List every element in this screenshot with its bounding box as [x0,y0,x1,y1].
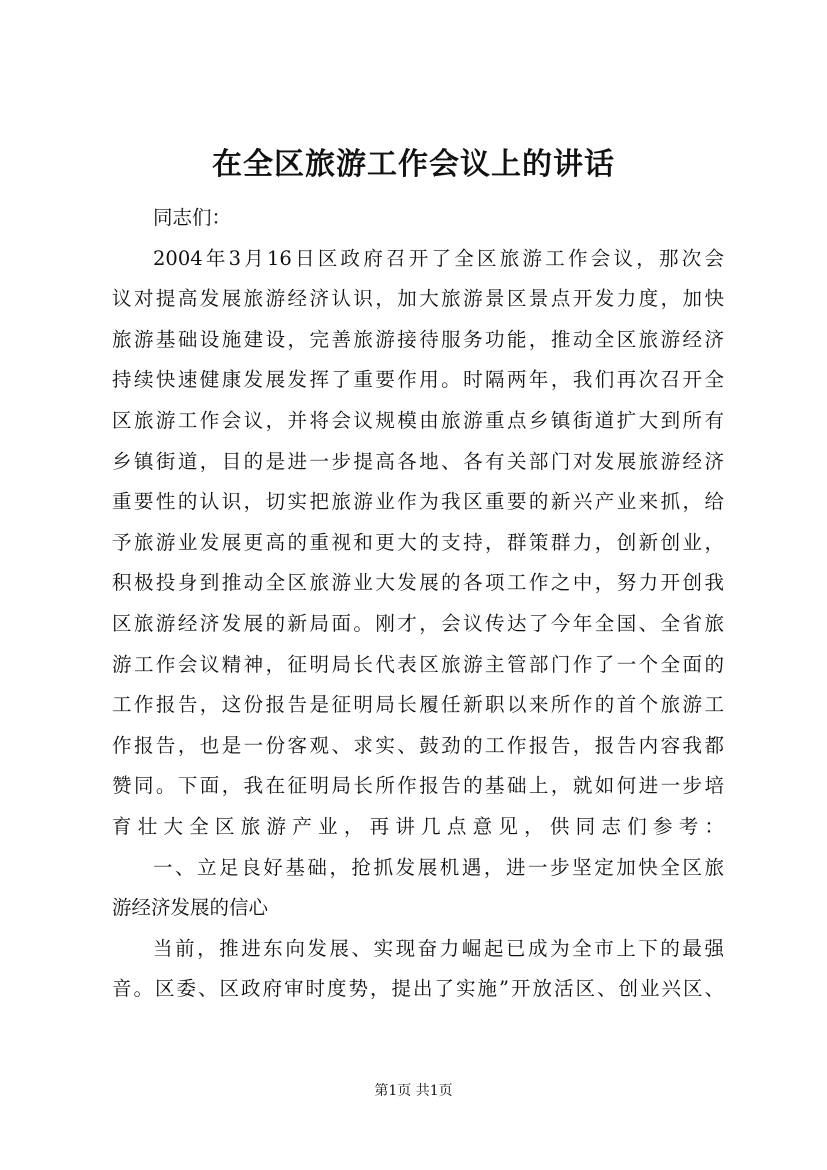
text-line: 同志们： [153,206,232,229]
text-line: 乡镇街道，目的是进一步提高各地、各有关部门对发展旅游经济 [112,449,724,473]
text-line: 赞同。下面，我在征明局长所作报告的基础上，就如何进一步培 [112,774,724,798]
text-line: 2004年3月16日区政府召开了全区旅游工作会议，那次会 [153,246,724,270]
document-title: 在全区旅游工作会议上的讲话 [212,147,615,182]
text-line: 育壮大全区旅游产业，再讲几点意见，供同志们参考： [112,814,724,838]
text-line: 议对提高发展旅游经济认识，加大旅游景区景点开发力度，加快 [112,287,724,311]
text-line: 旅游基础设施建设，完善旅游接待服务功能，推动全区旅游经济 [112,327,724,351]
text-line: 区旅游工作会议，并将会议规模由旅游重点乡镇街道扩大到所有 [112,408,724,432]
text-line: 作报告，也是一份客观、求实、鼓劲的工作报告，报告内容我都 [112,733,724,757]
text-line: 重要性的认识，切实把旅游业作为我区重要的新兴产业来抓，给 [112,490,724,514]
text-line: 游经济发展的信心 [112,896,269,920]
text-line: 当前，推进东向发展、实现奋力崛起已成为全市上下的最强 [153,936,724,960]
text-line: 游工作会议精神，征明局长代表区旅游主管部门作了一个全面的 [112,652,724,676]
text-line: 予旅游业发展更高的重视和更大的支持，群策群力，创新创业， [112,530,724,554]
document-body [112,198,724,1010]
text-line: 工作报告，这份报告是征明局长履任新职以来所作的首个旅游工 [112,693,724,717]
text-line: 持续快速健康发展发挥了重要作用。时隔两年，我们再次召开全 [112,368,724,392]
text-line: 积极投身到推动全区旅游业大发展的各项工作之中，努力开创我 [112,571,724,595]
text-line: 一、立足良好基础，抢抓发展机遇，进一步坚定加快全区旅 [153,855,724,879]
page-footer: 第1页 共1页 [374,1083,453,1099]
text-line: 音。区委、区政府审时度势，提出了实施”开放活区、创业兴区、 [112,977,724,1001]
text-line: 区旅游经济发展的新局面。刚才，会议传达了今年全国、全省旅 [112,611,724,635]
